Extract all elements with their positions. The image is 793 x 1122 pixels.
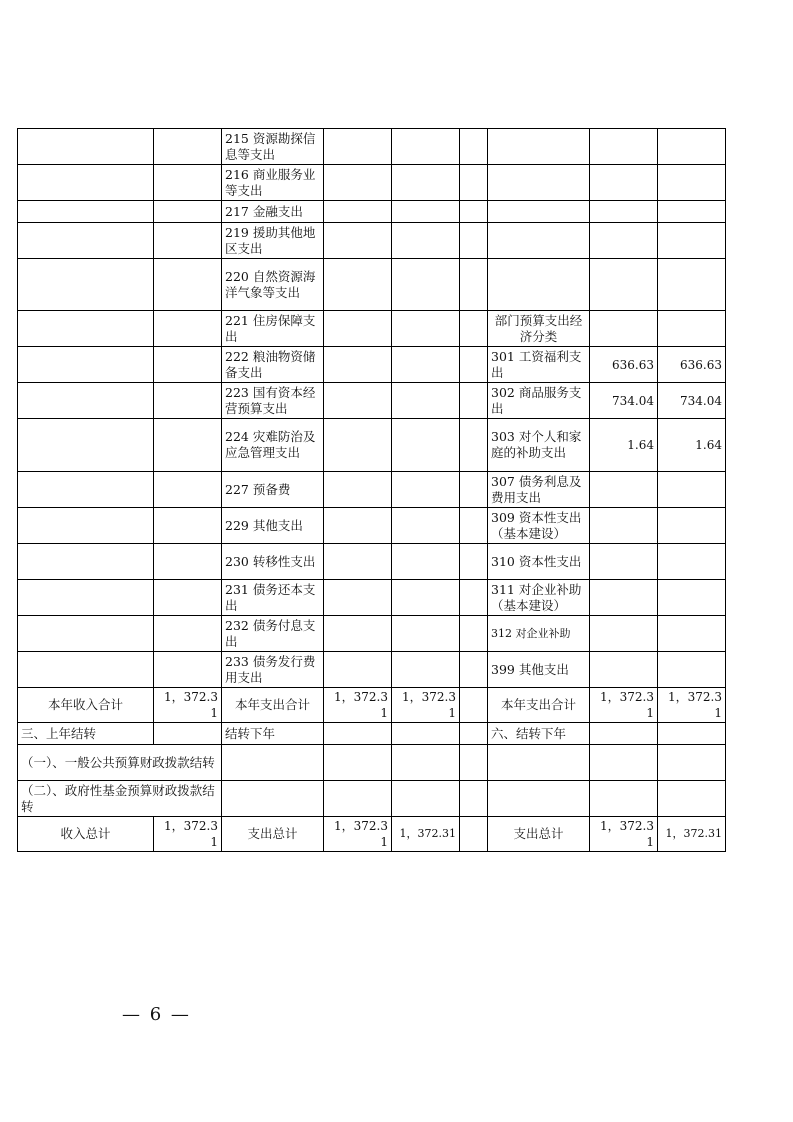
expense-category: 224 灾难防治及应急管理支出 — [222, 419, 324, 472]
cell — [590, 508, 658, 544]
expense-total-value: 1，372.31 — [590, 688, 658, 723]
economic-category: 302 商品服务支出 — [488, 383, 590, 419]
expense-category: 223 国有资本经营预算支出 — [222, 383, 324, 419]
cell — [324, 311, 392, 347]
cell — [460, 544, 488, 580]
cell — [324, 383, 392, 419]
cell — [18, 201, 154, 223]
carryover-label: 三、上年结转 — [18, 723, 154, 745]
cell — [488, 781, 590, 817]
cell — [488, 129, 590, 165]
economic-category: 399 其他支出 — [488, 652, 590, 688]
expense-category: 231 债务还本支出 — [222, 580, 324, 616]
cell — [154, 347, 222, 383]
cell — [658, 311, 726, 347]
expense-category: 230 转移性支出 — [222, 544, 324, 580]
cell — [392, 223, 460, 259]
cell — [658, 259, 726, 311]
cell — [392, 165, 460, 201]
cell — [324, 723, 392, 745]
cell — [154, 311, 222, 347]
table-row — [18, 652, 726, 688]
cell — [324, 472, 392, 508]
economic-category: 310 资本性支出 — [488, 544, 590, 580]
cell — [460, 165, 488, 201]
cell — [590, 129, 658, 165]
cell — [658, 781, 726, 817]
expense-category: 215 资源勘探信息等支出 — [222, 129, 324, 165]
cell — [392, 129, 460, 165]
table-row — [18, 472, 726, 508]
carryover-row — [18, 723, 726, 745]
cell — [18, 419, 154, 472]
cell — [392, 201, 460, 223]
cell — [460, 817, 488, 852]
cell — [658, 508, 726, 544]
cell — [324, 201, 392, 223]
cell — [222, 745, 324, 781]
cell — [18, 259, 154, 311]
cell — [324, 419, 392, 472]
table-row — [18, 165, 726, 201]
table-row — [18, 259, 726, 311]
amount: 734.04 — [658, 383, 726, 419]
cell — [590, 616, 658, 652]
grand-income-label: 收入总计 — [18, 817, 154, 852]
amount: 636.63 — [590, 347, 658, 383]
cell — [590, 723, 658, 745]
cell — [460, 508, 488, 544]
cell — [154, 383, 222, 419]
expense-category: 229 其他支出 — [222, 508, 324, 544]
expense-total-value: 1，372.31 — [658, 688, 726, 723]
cell — [154, 652, 222, 688]
cell — [460, 781, 488, 817]
cell — [324, 544, 392, 580]
cell — [392, 508, 460, 544]
expense-total-label: 本年支出合计 — [222, 688, 324, 723]
cell — [324, 223, 392, 259]
cell — [154, 129, 222, 165]
cell — [392, 311, 460, 347]
table-row — [18, 129, 726, 165]
cell — [18, 580, 154, 616]
cell — [460, 745, 488, 781]
cell — [658, 723, 726, 745]
cell — [392, 745, 460, 781]
cell — [18, 383, 154, 419]
economic-category: 311 对企业补助（基本建设） — [488, 580, 590, 616]
cell — [18, 347, 154, 383]
table-row — [18, 383, 726, 419]
cell — [488, 259, 590, 311]
cell — [392, 616, 460, 652]
economic-class-header: 部门预算支出经济分类 — [488, 311, 590, 347]
cell — [460, 259, 488, 311]
cell — [324, 259, 392, 311]
cell — [392, 652, 460, 688]
cell — [658, 616, 726, 652]
grand-expense-label: 支出总计 — [488, 817, 590, 852]
cell — [154, 616, 222, 652]
cell — [658, 652, 726, 688]
cell — [392, 259, 460, 311]
income-total-value: 1，372.31 — [154, 688, 222, 723]
expense-total-label: 本年支出合计 — [488, 688, 590, 723]
cell — [488, 165, 590, 201]
grand-expense-label: 支出总计 — [222, 817, 324, 852]
economic-category: 309 资本性支出（基本建设） — [488, 508, 590, 544]
cell — [392, 472, 460, 508]
cell — [460, 419, 488, 472]
expense-total-value: 1，372.31 — [324, 688, 392, 723]
cell — [324, 580, 392, 616]
cell — [154, 472, 222, 508]
expense-category: 227 预备费 — [222, 472, 324, 508]
cell — [460, 201, 488, 223]
cell — [460, 383, 488, 419]
carry-forward-label: 六、结转下年 — [488, 723, 590, 745]
expense-total-value: 1，372.31 — [392, 688, 460, 723]
cell — [658, 745, 726, 781]
cell — [154, 419, 222, 472]
cell — [488, 745, 590, 781]
cell — [590, 745, 658, 781]
cell — [590, 165, 658, 201]
cell — [324, 129, 392, 165]
table-row — [18, 419, 726, 472]
amount: 636.63 — [658, 347, 726, 383]
cell — [18, 165, 154, 201]
cell — [154, 259, 222, 311]
carryover-item: （二）、政府性基金预算财政拨款结转 — [18, 781, 222, 817]
cell — [392, 419, 460, 472]
economic-category: 307 债务利息及费用支出 — [488, 472, 590, 508]
table-row — [18, 616, 726, 652]
expense-category: 220 自然资源海洋气象等支出 — [222, 259, 324, 311]
expense-category: 222 粮油物资储备支出 — [222, 347, 324, 383]
cell — [590, 781, 658, 817]
cell — [18, 223, 154, 259]
grand-expense-value: 1，372.31 — [392, 817, 460, 852]
cell — [460, 688, 488, 723]
cell — [154, 580, 222, 616]
cell — [590, 259, 658, 311]
cell — [658, 580, 726, 616]
cell — [18, 652, 154, 688]
income-total-label: 本年收入合计 — [18, 688, 154, 723]
cell — [488, 201, 590, 223]
cell — [460, 129, 488, 165]
cell — [460, 723, 488, 745]
cell — [324, 781, 392, 817]
cell — [324, 347, 392, 383]
cell — [324, 652, 392, 688]
cell — [392, 580, 460, 616]
cell — [658, 201, 726, 223]
cell — [658, 472, 726, 508]
table-row — [18, 223, 726, 259]
grand-expense-value: 1，372.31 — [324, 817, 392, 852]
expense-category: 232 债务付息支出 — [222, 616, 324, 652]
cell — [222, 781, 324, 817]
cell — [154, 223, 222, 259]
expense-category: 217 金融支出 — [222, 201, 324, 223]
cell — [460, 223, 488, 259]
page-number: — 6 — — [122, 1004, 191, 1025]
cell — [18, 544, 154, 580]
cell — [460, 616, 488, 652]
cell — [590, 652, 658, 688]
cell — [658, 223, 726, 259]
table-row — [18, 311, 726, 347]
cell — [18, 311, 154, 347]
cell — [658, 544, 726, 580]
cell — [324, 745, 392, 781]
economic-category: 303 对个人和家庭的补助支出 — [488, 419, 590, 472]
grand-expense-value: 1，372.31 — [658, 817, 726, 852]
cell — [18, 472, 154, 508]
table-row — [18, 508, 726, 544]
table-row — [18, 781, 726, 817]
cell — [590, 311, 658, 347]
economic-category: 312 对企业补助 — [488, 616, 590, 652]
expense-category: 221 住房保障支出 — [222, 311, 324, 347]
grand-expense-value: 1，372.31 — [590, 817, 658, 852]
carry-forward-label: 结转下年 — [222, 723, 324, 745]
table-row — [18, 347, 726, 383]
carryover-item: （一）、一般公共预算财政拨款结转 — [18, 745, 222, 781]
cell — [460, 311, 488, 347]
cell — [460, 472, 488, 508]
table-row — [18, 544, 726, 580]
cell — [324, 616, 392, 652]
table-row — [18, 745, 726, 781]
expense-category: 219 援助其他地区支出 — [222, 223, 324, 259]
cell — [460, 347, 488, 383]
amount: 1.64 — [590, 419, 658, 472]
cell — [590, 201, 658, 223]
cell — [18, 616, 154, 652]
economic-category: 301 工资福利支出 — [488, 347, 590, 383]
expense-category: 216 商业服务业等支出 — [222, 165, 324, 201]
cell — [590, 544, 658, 580]
cell — [392, 383, 460, 419]
cell — [324, 165, 392, 201]
budget-table — [17, 128, 726, 852]
cell — [658, 165, 726, 201]
cell — [590, 580, 658, 616]
cell — [392, 723, 460, 745]
cell — [392, 781, 460, 817]
cell — [392, 347, 460, 383]
cell — [154, 165, 222, 201]
expense-category: 233 债务发行费用支出 — [222, 652, 324, 688]
cell — [154, 508, 222, 544]
amount: 1.64 — [658, 419, 726, 472]
grand-income-value: 1，372.31 — [154, 817, 222, 852]
year-total-row — [18, 688, 726, 723]
table-row — [18, 201, 726, 223]
cell — [590, 472, 658, 508]
cell — [324, 508, 392, 544]
cell — [460, 580, 488, 616]
grand-total-row — [18, 817, 726, 852]
cell — [154, 201, 222, 223]
cell — [18, 508, 154, 544]
table-row — [18, 580, 726, 616]
cell — [18, 129, 154, 165]
cell — [154, 544, 222, 580]
cell — [392, 544, 460, 580]
amount: 734.04 — [590, 383, 658, 419]
cell — [488, 223, 590, 259]
cell — [590, 223, 658, 259]
cell — [658, 129, 726, 165]
cell — [154, 723, 222, 745]
cell — [460, 652, 488, 688]
